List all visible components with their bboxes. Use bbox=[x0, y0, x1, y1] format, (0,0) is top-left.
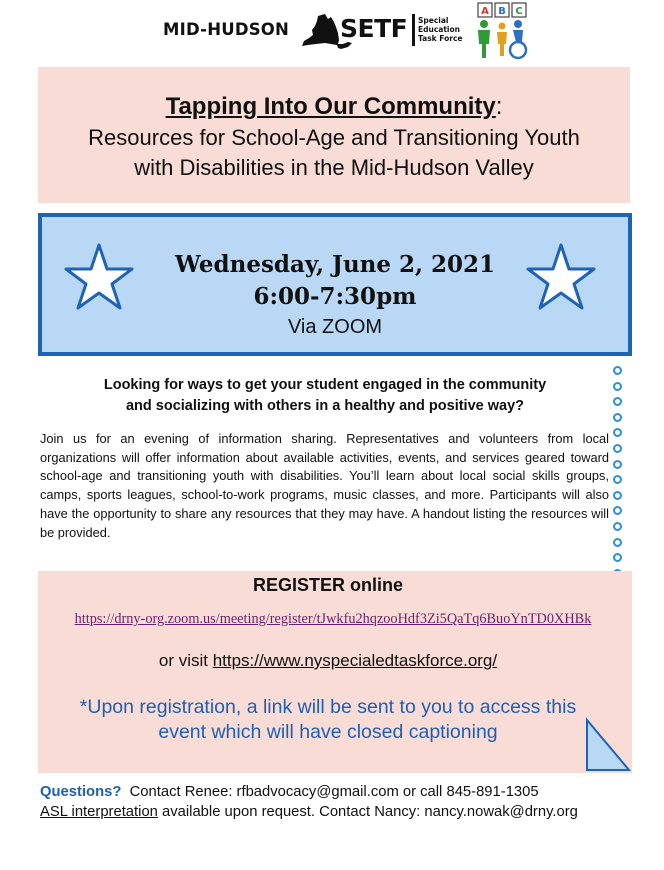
abc-letter: B bbox=[498, 6, 506, 17]
title-main: Tapping Into Our Community bbox=[165, 93, 496, 120]
subtitle-line: with Disabilities in the Mid-Hudson Valley bbox=[134, 155, 534, 180]
questions-label: Questions? bbox=[40, 784, 122, 800]
dot bbox=[613, 538, 622, 547]
logo-text: SETF bbox=[340, 14, 408, 43]
lead-question bbox=[40, 375, 610, 417]
lead-line: Looking for ways to get your student engaged in the community bbox=[103, 377, 547, 393]
dot bbox=[613, 522, 622, 531]
register-title: REGISTER online bbox=[252, 575, 403, 595]
questions-line bbox=[40, 784, 640, 800]
register-panel bbox=[38, 571, 632, 773]
dot bbox=[613, 428, 622, 437]
note-line: *Upon registration, a link will be sent to you to access this bbox=[79, 696, 577, 718]
asl-contact: available upon request. Contact Nancy: nancy.nowak@drny.org bbox=[157, 804, 578, 820]
register-link[interactable]: https://drny-org.zoom.us/meeting/register/tJwkfu2hqzooHdf3Zi5QaTq6BuoYnTD0XHBk bbox=[74, 611, 592, 627]
lead-line: and socializing with others in a healthy and positive way? bbox=[125, 398, 525, 414]
note-line: event which will have closed captioning bbox=[158, 721, 498, 743]
website-link[interactable]: https://www.nyspecialedtaskforce.org/ bbox=[212, 651, 498, 670]
dot bbox=[613, 413, 622, 422]
abc-letter: A bbox=[481, 6, 489, 17]
subtitle-line: Resources for School-Age and Transitioning Youth bbox=[88, 125, 580, 150]
page-title bbox=[38, 93, 630, 121]
dot bbox=[613, 475, 622, 484]
header bbox=[0, 0, 664, 62]
asl-label: ASL interpretation bbox=[40, 804, 158, 820]
dot bbox=[613, 506, 622, 515]
visit-line bbox=[38, 651, 618, 671]
logo-divider bbox=[412, 14, 415, 46]
dot bbox=[613, 444, 622, 453]
captioning-note bbox=[38, 695, 618, 745]
title-panel bbox=[38, 67, 630, 203]
logo-sub-line: Special bbox=[418, 16, 449, 25]
description-paragraph: Join us for an evening of information sharing. Representatives and volunteers from local organizations will offer information about available activities, events, and services geared toward school-age and transitioning youth with disabilities. You’ll learn about local social skills groups, camps, sports leagues, school-to-work programs, music classes, and more. Participants will also have the opportunity to share any resources that they may have. A handout listing the resources will be provided. bbox=[40, 431, 609, 540]
org-name: MID-HUDSON bbox=[163, 20, 290, 39]
dot bbox=[613, 366, 622, 375]
logo-subtitle bbox=[418, 16, 462, 43]
event-details-panel bbox=[38, 213, 632, 356]
event-time: 6:00-7:30pm bbox=[253, 283, 417, 310]
dot bbox=[613, 382, 622, 391]
abc-family-logo-icon bbox=[472, 2, 532, 60]
logo-sub-line: Task Force bbox=[418, 34, 463, 43]
page-subtitle bbox=[38, 123, 630, 183]
event-venue: Via ZOOM bbox=[287, 316, 383, 338]
event-date: Wednesday, June 2, 2021 bbox=[174, 251, 496, 278]
dot bbox=[613, 397, 622, 406]
dot bbox=[613, 460, 622, 469]
asl-line bbox=[40, 804, 640, 820]
logo-sub-line: Education bbox=[418, 25, 460, 34]
abc-letter: C bbox=[515, 6, 523, 17]
dot bbox=[613, 491, 622, 500]
visit-prefix: or visit bbox=[158, 651, 213, 670]
title-colon: : bbox=[495, 93, 503, 120]
corner-triangle-icon bbox=[584, 717, 632, 773]
dot bbox=[613, 553, 622, 562]
questions-contact: Contact Renee: rfbadvocacy@gmail.com or call 845-891-1305 bbox=[121, 784, 539, 800]
